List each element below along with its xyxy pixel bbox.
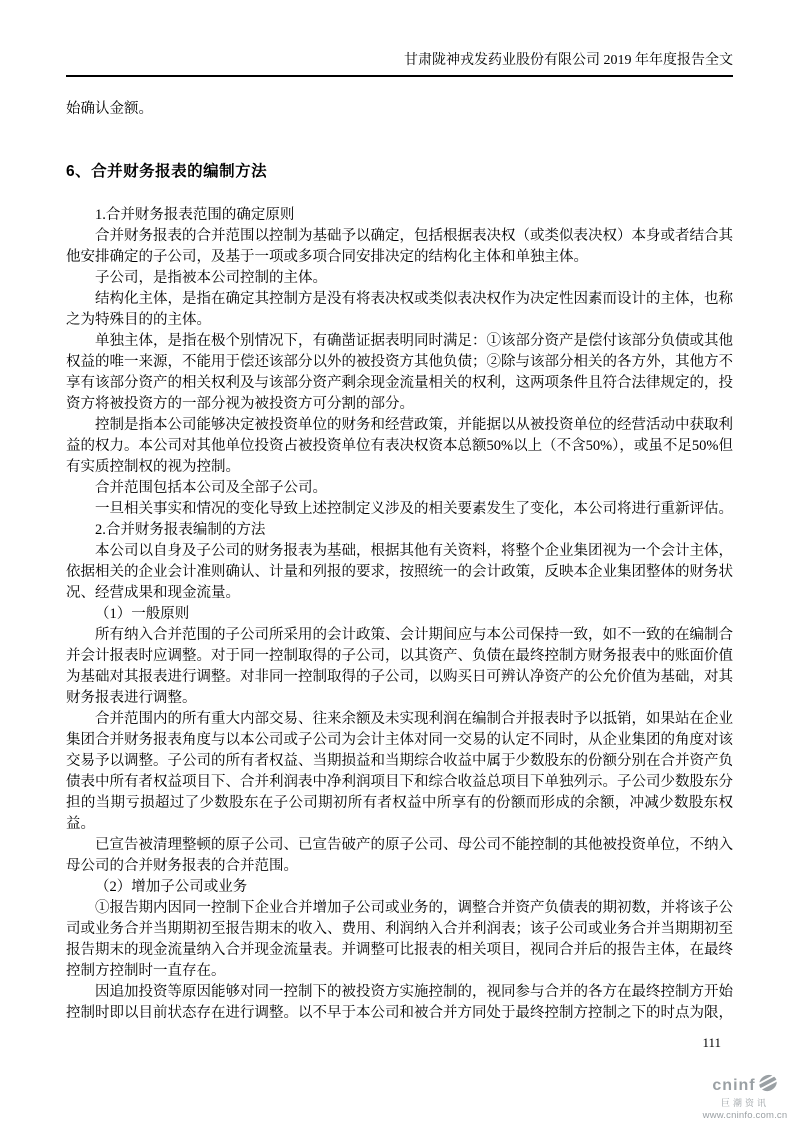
body-paragraph: （2）增加子公司或业务 — [95, 879, 248, 895]
cninfo-logo — [700, 1074, 790, 1122]
body-paragraph: 所有纳入合并范围的子公司所采用的会计政策、会计期间应与本公司保持一致，如不一致的在编制合并会计报表时应调整。对于同一控制取得的子公司，以其资产、负债在最终控制方财务报表中的账面价值为基础对其报表进行调整。对非同一控制取得的子公司，以购买日可辨认净资产的公允价值为基础，对其财务报表进行调整。 — [66, 627, 733, 706]
section-heading: 6、合并财务报表的编制方法 — [66, 163, 268, 180]
document-body — [66, 99, 733, 1024]
body-paragraph: 2.合并财务报表编制的方法 — [95, 522, 266, 538]
report-header-title: 甘肃陇神戎发药业股份有限公司 2019 年年度报告全文 — [404, 53, 733, 68]
body-paragraph: 因追加投资等原因能够对同一控制下的被投资方实施控制的，视同参与合并的各方在最终控制方开始控制时即以目前状态存在进行调整。以不早于本公司和被合并方同处于最终控制方控制之下的时点为限， — [66, 984, 733, 1021]
body-paragraph: 一旦相关事实和情况的变化导致上述控制定义涉及的相关要素发生了变化，本公司将进行重新评估。 — [95, 501, 733, 517]
cninfo-logo-row — [700, 1074, 790, 1097]
body-paragraph: 控制是指本公司能够决定被投资单位的财务和经营政策，并能据以从被投资单位的经营活动中获取利益的权力。本公司对其他单位投资占被投资单位有表决权资本总额50%以上（不含50%），或虽不足50%但有实质控制权的视为控制。 — [66, 417, 733, 475]
body-paragraph: 合并范围包括本公司及全部子公司。 — [95, 480, 327, 496]
body-paragraph: 合并范围内的所有重大内部交易、往来余额及未实现利润在编制合并报表时予以抵销，如果站在企业集团合并财务报表角度与以本公司或子公司为会计主体对同一交易的认定不同时，从企业集团的角度对该交易予以调整。子公司的所有者权益、当期损益和当期综合收益中属于少数股东的份额分别在合并资产负债表中所有者权益项目下、合并利润表中净利润项目下和综合收益总项目下单独列示。子公司少数股东分担的当期亏损超过了少数股东在子公司期初所有者权益中所享有的份额而形成的余额，冲减少数股东权益。 — [66, 711, 733, 832]
body-paragraph: ①报告期内因同一控制下企业合并增加子公司或业务的，调整合并资产负债表的期初数，并将该子公司或业务合并当期期初至报告期末的收入、费用、利润纳入合并利润表；该子公司或业务合并当期期初至报告期末的现金流量纳入合并现金流量表。并调整可比报表的相关项目，视同合并后的报告主体，在最终控制方控制时一直存在。 — [66, 900, 733, 979]
page-header — [66, 0, 733, 77]
body-paragraph: 本公司以自身及子公司的财务报表为基础，根据其他有关资料，将整个企业集团视为一个会计主体，依据相关的企业会计准则确认、计量和列报的要求，按照统一的会计政策，反映本企业集团整体的财务状况、经营成果和现金流量。 — [66, 543, 733, 601]
body-paragraph: （1）一般原则 — [95, 606, 190, 622]
section-text — [66, 205, 733, 1024]
header-rule — [66, 75, 733, 77]
body-paragraph: 结构化主体，是指在确定其控制方是没有将表决权或类似表决权作为决定性因素而设计的主体，也称之为特殊目的的主体。 — [66, 291, 733, 328]
cninfo-url: www.cninfo.com.cn — [702, 1110, 788, 1121]
cninfo-cn-name: 巨潮资讯 — [720, 1098, 769, 1108]
body-paragraph: 1.合并财务报表范围的确定原则 — [95, 207, 295, 223]
body-paragraph: 子公司，是指被本公司控制的主体。 — [95, 270, 327, 286]
cninfo-brand-text: cninf — [712, 1076, 756, 1094]
body-paragraph: 已宣告被清理整顿的原子公司、已宣告破产的原子公司、母公司不能控制的其他被投资单位，不纳入母公司的合并财务报表的合并范围。 — [66, 837, 733, 874]
continuation-paragraph: 始确认金额。 — [66, 101, 153, 117]
body-paragraph: 合并财务报表的合并范围以控制为基础予以确定，包括根据表决权（或类似表决权）本身或者结合其他安排确定的子公司，及基于一项或多项合同安排决定的结构化主体和单独主体。 — [66, 228, 733, 265]
cninfo-swirl-icon — [758, 1074, 778, 1097]
body-paragraph: 单独主体，是指在极个别情况下，有确凿证据表明同时满足：①该部分资产是偿付该部分负债或其他权益的唯一来源，不能用于偿还该部分以外的被投资方其他负债；②除与该部分相关的各方外，其他方不享有该部分资产的相关权利及与该部分资产剩余现金流量相关的权利，这两项条件且符合法律规定的，投资方将被投资方的一部分视为被投资方可分割的部分。 — [66, 333, 733, 412]
page-number: 111 — [702, 1035, 721, 1050]
